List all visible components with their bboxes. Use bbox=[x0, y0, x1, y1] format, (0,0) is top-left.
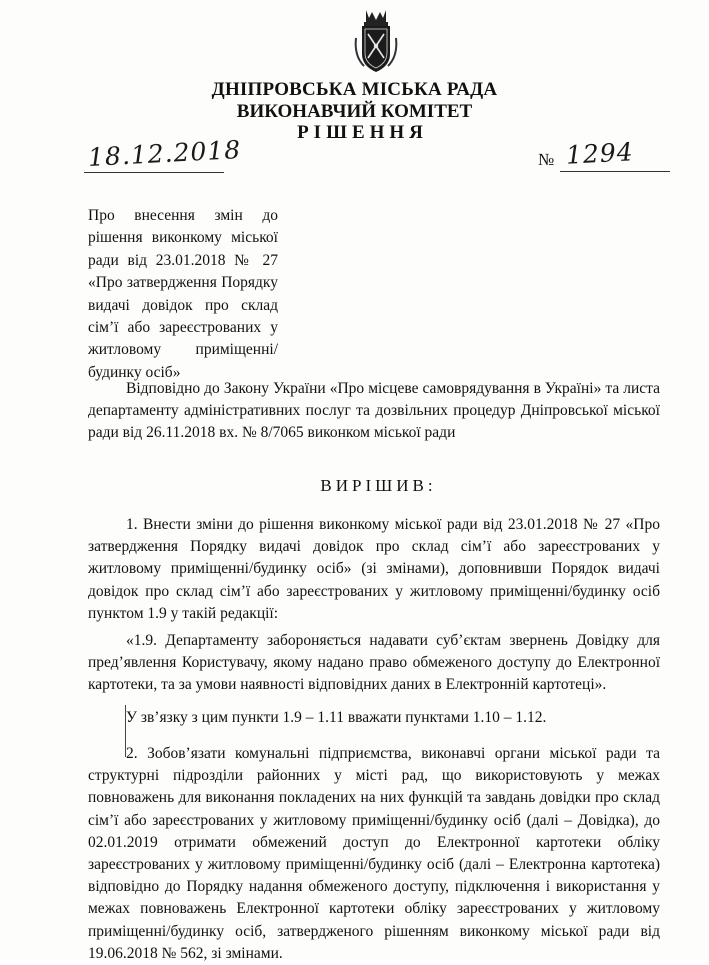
margin-mark bbox=[125, 705, 126, 757]
decision-date: 18.12.2018 bbox=[87, 135, 242, 172]
number-prefix: № bbox=[538, 150, 555, 169]
preamble-paragraph: Відповідно до Закону України «Про місцеве самоврядування в Україні» та листа департаменту адміністративних послуг та дозвільних процедур Дніпровської міської ради від 26.11.2018 вх. № 8/7065 виконком міської ради bbox=[88, 380, 660, 442]
coat-of-arms-icon bbox=[352, 8, 400, 74]
decision-subject: Про внесення змін до рішення виконкому міської ради від 23.01.2018 № 27 «Про затвердження Порядку видачі довідок про склад сім’ї або зареєстрованих у житловому приміщенні/будинку осіб» bbox=[88, 207, 278, 381]
number-underline bbox=[560, 171, 670, 172]
item-2-paragraph: 2. Зобов’язати комунальні підприємства, виконавчі органи міської ради та структурні підрозділи районних у місті рад, що використовують у межах повноважень для виконання покладених на них функцій та завдань довідки про склад сім’ї або зареєстрованих у житловому приміщенні/будинку осіб (далі – Довідка), до 02.01.2019 отримати обмежений доступ до Електронної картотеки обліку зареєстрованих у житловому приміщенні/будинку осіб (далі – Електронна картотека) відповідно до Порядку надання обмеженого доступу, підключення і використання у межах повноважень Електронної картотеки обліку зареєстрованих у житловому приміщенні/будинку осіб, затвердженого рішенням виконкому міської ради від 19.06.2018 № 562, зі змінами. bbox=[88, 745, 660, 962]
decided-heading: ВИРІШИВ: bbox=[320, 476, 437, 495]
item-1-9-quote: «1.9. Департаменту забороняється надавати суб’єктам звернень Довідку для пред’явлення Користувачу, якому надано право обмеженого доступу до Електронної картотеки, та за умови наявності відповідних даних в Електронній картотеці». bbox=[88, 632, 660, 694]
date-underline bbox=[84, 172, 224, 173]
council-name: ДНІПРОВСЬКА МІСЬКА РАДА bbox=[211, 79, 498, 100]
renumber-paragraph: У зв’язку з цим пункти 1.9 – 1.11 вважати пунктами 1.10 – 1.12. bbox=[126, 709, 547, 726]
item-1-paragraph: 1. Внести зміни до рішення виконкому міської ради від 23.01.2018 № 27 «Про затвердження Порядку видачі довідок про склад сім’ї або зареєстрованих у житловому приміщенні/будинку осіб» (зі змінами), доповнивши Порядок видачі довідок про склад сім’ї або зареєстрованих у житловому приміщенні/будинку осіб пунктом 1.9 у такій редакції: bbox=[88, 516, 660, 622]
committee-name: ВИКОНАВЧИЙ КОМІТЕТ bbox=[236, 101, 473, 122]
decision-number: 1294 bbox=[565, 137, 635, 170]
document-type: РІШЕННЯ bbox=[297, 122, 428, 143]
